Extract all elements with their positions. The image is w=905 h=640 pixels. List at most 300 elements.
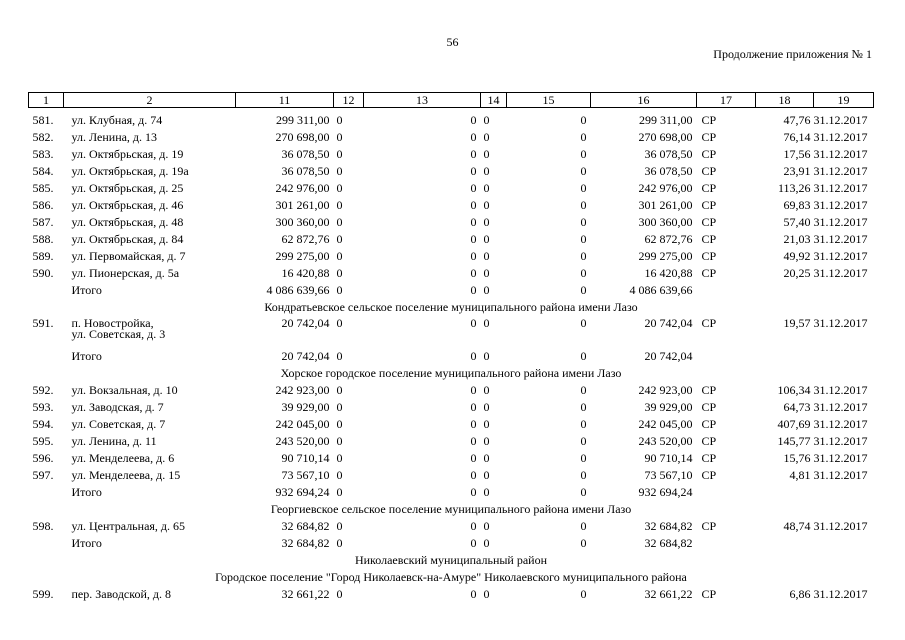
col-16-value: 242 976,00 (638, 181, 693, 195)
col-14-value: 0 (483, 266, 490, 280)
address: ул. Ленина, д. 11 (71, 434, 157, 448)
col-13-value: 0 (470, 485, 477, 499)
col-15-value: 0 (580, 283, 587, 297)
row-number: 594. (32, 417, 54, 431)
col-17-value (697, 484, 756, 501)
section-title: Кондратьевское сельское поселение муниципального района имени Лазо (264, 300, 638, 314)
table-row (29, 197, 874, 214)
col-13-value: 0 (470, 519, 477, 533)
total-row (29, 484, 874, 501)
col-14-value: 0 (483, 113, 490, 127)
col-11-value: 300 360,00 (275, 215, 330, 229)
col-14-value: 0 (483, 249, 490, 263)
col-14-value: 0 (483, 451, 490, 465)
col-18-value: 17,56 (783, 147, 811, 161)
col-17-value: СР (701, 316, 717, 330)
appendix-label: Продолжение приложения № 1 (713, 47, 872, 61)
col-14-value: 0 (483, 232, 490, 246)
col-12-value: 0 (336, 400, 343, 414)
col-18-value: 4,81 (789, 468, 811, 482)
col-19-value: 31.12.2017 (813, 266, 868, 280)
row-number: 595. (32, 434, 54, 448)
col-header-18: 18 (756, 93, 814, 108)
col-13-value: 0 (470, 536, 477, 550)
col-14-value: 0 (483, 147, 490, 161)
col-13-value: 0 (470, 147, 477, 161)
col-16-value: 36 078,50 (644, 147, 693, 161)
col-header-1: 1 (29, 93, 64, 108)
col-12-value: 0 (336, 383, 343, 397)
col-19-value: 31.12.2017 (813, 249, 868, 263)
col-header-17: 17 (697, 93, 756, 108)
col-11-value: 20 742,04 (281, 349, 330, 363)
total-row (29, 282, 874, 299)
col-18-value (756, 348, 814, 365)
col-12-value: 0 (336, 130, 343, 144)
col-16-value: 301 261,00 (638, 198, 693, 212)
col-16-value: 32 661,22 (644, 587, 693, 601)
col-19-value: 31.12.2017 (813, 181, 868, 195)
col-14-value: 0 (483, 417, 490, 431)
col-18-value: 145,77 (777, 434, 811, 448)
row-number: 590. (32, 266, 54, 280)
col-11-value: 20 742,04 (281, 316, 330, 330)
col-11-value: 242 976,00 (275, 181, 330, 195)
col-11-value: 39 929,00 (281, 400, 330, 414)
col-13-value: 0 (470, 232, 477, 246)
row-number: 592. (32, 383, 54, 397)
col-13-value: 0 (470, 316, 477, 330)
col-11-value: 16 420,88 (281, 266, 330, 280)
col-12-value: 0 (336, 232, 343, 246)
col-19-value: 31.12.2017 (813, 468, 868, 482)
col-header-11: 11 (236, 93, 334, 108)
col-16-value: 20 742,04 (644, 349, 693, 363)
address: ул. Центральная, д. 65 (71, 519, 186, 533)
col-11-value: 301 261,00 (275, 198, 330, 212)
col-15-value: 0 (580, 468, 587, 482)
col-12-value: 0 (336, 417, 343, 431)
row-number: 586. (32, 198, 54, 212)
col-12-value: 0 (336, 113, 343, 127)
table-row (29, 146, 874, 163)
col-11-value: 32 661,22 (281, 587, 330, 601)
col-13-value: 0 (470, 249, 477, 263)
table-row (29, 433, 874, 450)
col-12-value: 0 (336, 451, 343, 465)
address: Итого (71, 283, 102, 297)
col-12-value: 0 (336, 468, 343, 482)
col-header-2: 2 (64, 93, 236, 108)
col-11-value: 73 567,10 (281, 468, 330, 482)
col-11-value: 299 311,00 (275, 113, 330, 127)
col-header-19: 19 (814, 93, 874, 108)
col-12-value: 0 (336, 181, 343, 195)
section-title: Николаевский муниципальный район (354, 553, 548, 567)
section-header-row (29, 552, 874, 569)
col-17-value: СР (701, 113, 717, 127)
row-number: 599. (32, 587, 54, 601)
data-table (28, 92, 874, 603)
section-header-row (29, 501, 874, 518)
col-15-value: 0 (580, 485, 587, 499)
col-14-value: 0 (483, 130, 490, 144)
col-17-value (697, 535, 756, 552)
address: пер. Заводской, д. 8 (71, 587, 172, 601)
col-17-value: СР (701, 468, 717, 482)
section-header-row (29, 299, 874, 316)
col-18-value: 57,40 (783, 215, 811, 229)
col-18-value: 76,14 (783, 130, 811, 144)
table-row (29, 248, 874, 265)
table-row (29, 450, 874, 467)
address: ул. Вокзальная, д. 10 (71, 383, 178, 397)
col-12-value: 0 (336, 587, 343, 601)
table-row (29, 416, 874, 433)
table-row (29, 399, 874, 416)
col-18-value: 49,92 (783, 249, 811, 263)
col-header-15: 15 (507, 93, 591, 108)
row-number: 596. (32, 451, 54, 465)
section-title: Городское поселение "Город Николаевск-на-Амуре" Николаевского муниципального района (215, 570, 687, 584)
col-header-12: 12 (334, 93, 364, 108)
col-header-14: 14 (481, 93, 507, 108)
col-17-value: СР (701, 249, 717, 263)
col-12-value: 0 (336, 485, 343, 499)
col-19-value: 31.12.2017 (813, 147, 868, 161)
col-16-value: 299 275,00 (638, 249, 693, 263)
col-15-value: 0 (580, 164, 587, 178)
col-19-value (814, 484, 874, 501)
section-header-row (29, 569, 874, 586)
section-title: Георгиевское сельское поселение муниципального района имени Лазо (270, 502, 632, 516)
address: ул. Октябрьская, д. 19 (71, 147, 184, 161)
address: Итого (71, 349, 102, 363)
col-17-value: СР (701, 130, 717, 144)
address: ул. Октябрьская, д. 48 (71, 215, 184, 229)
row-number (29, 282, 64, 299)
address: ул. Заводская, д. 7 (71, 400, 164, 414)
table-row (29, 231, 874, 248)
total-row (29, 535, 874, 552)
address: ул. Менделеева, д. 6 (71, 451, 175, 465)
col-18-value: 47,76 (783, 113, 811, 127)
col-16-value: 36 078,50 (644, 164, 693, 178)
row-number: 598. (32, 519, 54, 533)
address: ул. Менделеева, д. 15 (71, 468, 181, 482)
table-row (29, 214, 874, 231)
col-17-value: СР (701, 266, 717, 280)
row-number (29, 484, 64, 501)
col-11-value: 242 045,00 (275, 417, 330, 431)
col-15-value: 0 (580, 232, 587, 246)
col-17-value: СР (701, 383, 717, 397)
col-11-value: 36 078,50 (281, 164, 330, 178)
col-13-value: 0 (470, 215, 477, 229)
row-number: 587. (32, 215, 54, 229)
col-19-value: 31.12.2017 (813, 198, 868, 212)
col-15-value: 0 (580, 181, 587, 195)
col-18-value: 23,91 (783, 164, 811, 178)
col-18-value: 113,26 (777, 181, 811, 195)
col-19-value: 31.12.2017 (813, 400, 868, 414)
col-14-value: 0 (483, 316, 490, 330)
col-19-value (814, 348, 874, 365)
col-16-value: 16 420,88 (644, 266, 693, 280)
col-12-value: 0 (336, 434, 343, 448)
col-14-value: 0 (483, 536, 490, 550)
col-14-value: 0 (483, 434, 490, 448)
address: Итого (71, 485, 102, 499)
col-14-value: 0 (483, 181, 490, 195)
col-15-value: 0 (580, 316, 587, 330)
table-row (29, 586, 874, 603)
col-14-value: 0 (483, 215, 490, 229)
col-16-value: 932 694,24 (638, 485, 693, 499)
col-13-value: 0 (470, 266, 477, 280)
col-14-value: 0 (483, 349, 490, 363)
address: ул. Октябрьская, д. 46 (71, 198, 184, 212)
col-17-value: СР (701, 417, 717, 431)
col-13-value: 0 (470, 198, 477, 212)
col-11-value: 243 520,00 (275, 434, 330, 448)
col-16-value: 39 929,00 (644, 400, 693, 414)
row-number: 584. (32, 164, 54, 178)
row-number: 597. (32, 468, 54, 482)
table-row (29, 467, 874, 484)
col-header-16: 16 (591, 93, 697, 108)
row-number: 589. (32, 249, 54, 263)
col-15-value: 0 (580, 147, 587, 161)
col-11-value: 32 684,82 (281, 519, 330, 533)
col-16-value: 32 684,82 (644, 519, 693, 533)
col-15-value: 0 (580, 130, 587, 144)
col-15-value: 0 (580, 266, 587, 280)
row-number: 593. (32, 400, 54, 414)
address: ул. Первомайская, д. 7 (71, 249, 186, 263)
col-16-value: 242 923,00 (638, 383, 693, 397)
col-13-value: 0 (470, 164, 477, 178)
row-number (29, 535, 64, 552)
section-title: Хорское городское поселение муниципального района имени Лазо (280, 366, 622, 380)
address: ул. Октябрьская, д. 19а (71, 164, 189, 178)
table-row (29, 518, 874, 535)
col-header-13: 13 (364, 93, 481, 108)
row-number: 581. (32, 113, 54, 127)
col-12-value: 0 (336, 147, 343, 161)
address (64, 316, 236, 348)
col-17-value: СР (701, 434, 717, 448)
col-11-value: 242 923,00 (275, 383, 330, 397)
table-row (29, 316, 874, 348)
col-13-value: 0 (470, 417, 477, 431)
col-18-value: 15,76 (783, 451, 811, 465)
col-19-value: 31.12.2017 (813, 451, 868, 465)
col-16-value: 32 684,82 (644, 536, 693, 550)
col-16-value: 243 520,00 (638, 434, 693, 448)
col-17-value: СР (701, 451, 717, 465)
row-number: 582. (32, 130, 54, 144)
address: ул. Пионерская, д. 5а (71, 266, 180, 280)
table-row (29, 265, 874, 282)
col-17-value: СР (701, 215, 717, 229)
table-row (29, 163, 874, 180)
col-18-value (756, 484, 814, 501)
col-19-value (814, 535, 874, 552)
col-15-value: 0 (580, 198, 587, 212)
row-number: 591. (32, 316, 54, 330)
address: ул. Советская, д. 7 (71, 417, 166, 431)
col-19-value: 31.12.2017 (813, 417, 868, 431)
col-15-value: 0 (580, 536, 587, 550)
col-15-value: 0 (580, 519, 587, 533)
address-line-2: ул. Советская, д. 3 (71, 327, 166, 341)
col-11-value: 32 684,82 (281, 536, 330, 550)
col-16-value: 4 086 639,66 (629, 283, 693, 297)
col-16-value: 270 698,00 (638, 130, 693, 144)
col-19-value: 31.12.2017 (813, 383, 868, 397)
col-13-value: 0 (470, 130, 477, 144)
col-16-value: 90 710,14 (644, 451, 693, 465)
col-19-value: 31.12.2017 (813, 164, 868, 178)
col-18-value (756, 535, 814, 552)
col-11-value: 270 698,00 (275, 130, 330, 144)
address: ул. Октябрьская, д. 84 (71, 232, 184, 246)
col-13-value: 0 (470, 181, 477, 195)
table-row (29, 180, 874, 197)
address: ул. Клубная, д. 74 (71, 113, 163, 127)
col-12-value: 0 (336, 198, 343, 212)
col-14-value: 0 (483, 164, 490, 178)
col-18-value: 106,34 (777, 383, 811, 397)
col-12-value: 0 (336, 215, 343, 229)
col-15-value: 0 (580, 587, 587, 601)
col-16-value: 242 045,00 (638, 417, 693, 431)
col-18-value: 64,73 (783, 400, 811, 414)
col-17-value: СР (701, 181, 717, 195)
col-13-value: 0 (470, 400, 477, 414)
table-row (29, 382, 874, 399)
col-18-value: 407,69 (777, 417, 811, 431)
col-16-value: 73 567,10 (644, 468, 693, 482)
col-19-value: 31.12.2017 (813, 434, 868, 448)
col-14-value: 0 (483, 468, 490, 482)
col-17-value: СР (701, 232, 717, 246)
row-number: 588. (32, 232, 54, 246)
row-number: 585. (32, 181, 54, 195)
col-19-value: 31.12.2017 (813, 130, 868, 144)
address-line-1: п. Новостройка, (71, 316, 154, 330)
col-17-value: СР (701, 147, 717, 161)
col-15-value: 0 (580, 400, 587, 414)
col-11-value: 62 872,76 (281, 232, 330, 246)
col-18-value (756, 282, 814, 299)
col-18-value: 6,86 (789, 587, 811, 601)
page-number: 56 (446, 35, 459, 49)
col-12-value: 0 (336, 266, 343, 280)
col-11-value: 90 710,14 (281, 451, 330, 465)
address: ул. Ленина, д. 13 (71, 130, 158, 144)
col-11-value: 36 078,50 (281, 147, 330, 161)
row-number (29, 348, 64, 365)
col-16-value: 300 360,00 (638, 215, 693, 229)
col-15-value: 0 (580, 434, 587, 448)
address: Итого (71, 536, 102, 550)
col-15-value: 0 (580, 451, 587, 465)
table-body (29, 108, 874, 604)
col-19-value: 31.12.2017 (813, 113, 868, 127)
col-18-value: 69,83 (783, 198, 811, 212)
col-11-value: 299 275,00 (275, 249, 330, 263)
col-13-value: 0 (470, 587, 477, 601)
col-14-value: 0 (483, 400, 490, 414)
col-18-value: 19,57 (783, 316, 811, 330)
col-17-value (697, 348, 756, 365)
col-18-value: 48,74 (783, 519, 811, 533)
col-18-value: 21,03 (783, 232, 811, 246)
col-12-value: 0 (336, 316, 343, 330)
col-12-value: 0 (336, 519, 343, 533)
total-row (29, 348, 874, 365)
col-16-value: 299 311,00 (638, 113, 693, 127)
col-15-value: 0 (580, 349, 587, 363)
col-13-value: 0 (470, 283, 477, 297)
col-13-value: 0 (470, 468, 477, 482)
col-12-value: 0 (336, 164, 343, 178)
col-14-value: 0 (483, 587, 490, 601)
section-header-row (29, 365, 874, 382)
col-19-value: 31.12.2017 (813, 587, 868, 601)
col-15-value: 0 (580, 113, 587, 127)
col-12-value: 0 (336, 349, 343, 363)
table-row (29, 129, 874, 146)
col-14-value: 0 (483, 383, 490, 397)
col-19-value: 31.12.2017 (813, 316, 868, 330)
col-14-value: 0 (483, 283, 490, 297)
col-16-value: 62 872,76 (644, 232, 693, 246)
col-14-value: 0 (483, 198, 490, 212)
col-19-value: 31.12.2017 (813, 215, 868, 229)
col-15-value: 0 (580, 249, 587, 263)
col-13-value: 0 (470, 349, 477, 363)
col-15-value: 0 (580, 215, 587, 229)
col-19-value: 31.12.2017 (813, 519, 868, 533)
col-14-value: 0 (483, 519, 490, 533)
col-14-value: 0 (483, 485, 490, 499)
col-13-value: 0 (470, 451, 477, 465)
col-19-value (814, 282, 874, 299)
col-17-value (697, 282, 756, 299)
header-row (29, 93, 874, 108)
col-13-value: 0 (470, 113, 477, 127)
address: ул. Октябрьская, д. 25 (71, 181, 184, 195)
col-17-value: СР (701, 400, 717, 414)
col-12-value: 0 (336, 283, 343, 297)
col-17-value: СР (701, 164, 717, 178)
col-12-value: 0 (336, 249, 343, 263)
col-13-value: 0 (470, 383, 477, 397)
row-number: 583. (32, 147, 54, 161)
col-12-value: 0 (336, 536, 343, 550)
col-18-value: 20,25 (783, 266, 811, 280)
col-16-value: 20 742,04 (644, 316, 693, 330)
col-11-value: 932 694,24 (275, 485, 330, 499)
col-11-value: 4 086 639,66 (266, 283, 330, 297)
col-15-value: 0 (580, 417, 587, 431)
col-13-value: 0 (470, 434, 477, 448)
col-17-value: СР (701, 519, 717, 533)
col-17-value: СР (701, 587, 717, 601)
